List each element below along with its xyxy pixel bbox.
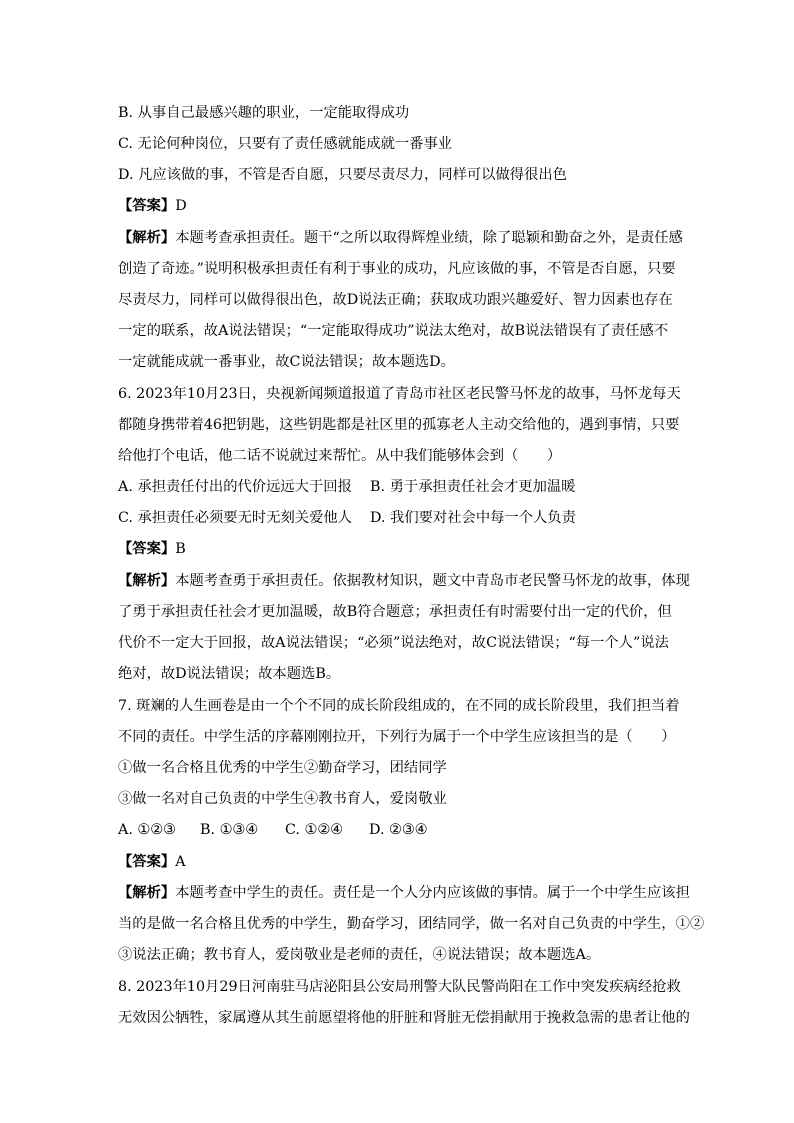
q7-stem: 不同的责任。中学生活的序幕刚刚拉开，下列行为属于一个中学生应该担当的是（ ） (118, 729, 676, 745)
answer-label: 【答案】 (118, 854, 176, 870)
q7-options-row (118, 820, 678, 840)
q7-statement: ③做一名对自己负责的中学生④教书育人，爱岗敬业 (118, 791, 447, 807)
q5-option-b: B. 从事自己最感兴趣的职业，一定能取得成功 (118, 105, 410, 121)
analysis-text: 代价不一定大于回报，故A说法错误；“必须”说法绝对，故C说法错误；“每一个人”说法 (118, 635, 669, 651)
answer-value: A (175, 854, 186, 870)
analysis-label: 【解析】 (118, 573, 176, 589)
analysis-text: 本题考查承担责任。题干“之所以取得辉煌业绩，除了聪颖和勤奋之外，是责任感 (175, 230, 683, 246)
analysis-text: 绝对，故D说法错误；故本题选B。 (118, 666, 341, 682)
q5-answer (118, 196, 678, 216)
analysis-text: 一定的联系，故A说法错误；“一定能取得成功”说法太绝对，故B说法错误有了责任感不 (118, 323, 669, 339)
analysis-text: 当的是做一名合格且优秀的中学生，勤奋学习，团结同学，做一名对自己负责的中学生，①② (118, 916, 705, 932)
analysis-text: 了勇于承担责任社会才更加温暖，故B符合题意；承担责任有时需要付出一定的代价，但 (118, 604, 672, 620)
answer-value: B (175, 541, 186, 557)
analysis-text: 本题考查中学生的责任。责任是一个人分内应该做的事情。属于一个中学生应该担 (175, 885, 690, 901)
analysis-text: 一定就能成就一番事业，故C说法错误；故本题选D。 (118, 354, 455, 370)
analysis-text: 尽责尽力，同样可以做得很出色，故D说法正确；获取成功跟兴趣爱好、智力因素也存在 (118, 292, 673, 308)
analysis-text: 本题考查勇于承担责任。依据教材知识，题文中青岛市老民警马怀龙的故事，体现 (175, 573, 690, 589)
q6-option-a: A. 承担责任付出的代价远远大于回报 (118, 479, 352, 495)
answer-value: D (175, 198, 187, 214)
q7-option-b: B. ①③④ (200, 822, 259, 838)
q8-stem: 8. 2023年10月29日河南驻马店泌阳县公安局刑警大队民警尚阳在工作中突发疾病经抢救 (118, 979, 681, 995)
q6-options-row-1 (118, 477, 678, 497)
q7-answer (118, 852, 678, 872)
q6-option-d: D. 我们要对社会中每一个人负责 (370, 510, 576, 526)
q7-option-a: A. ①②③ (118, 822, 176, 838)
analysis-label: 【解析】 (118, 230, 176, 246)
q7-analysis-line (118, 883, 690, 903)
analysis-label: 【解析】 (118, 885, 176, 901)
q6-option-c: C. 承担责任必须要无时无刻关爱他人 (118, 510, 352, 526)
q7-option-c: C. ①②④ (285, 822, 343, 838)
q6-option-b: B. 勇于承担责任社会才更加温暖 (370, 479, 576, 495)
q6-answer (118, 539, 678, 559)
q7-option-d: D. ②③④ (369, 822, 428, 838)
analysis-text: 创造了奇迹。”说明积极承担责任有利于事业的成功，凡应该做的事，不管是否自愿，只要 (118, 261, 676, 277)
analysis-text: ③说法正确；教书育人，爱岗敬业是老师的责任，④说法错误；故本题选A。 (118, 947, 601, 963)
q6-options-row-2 (118, 508, 678, 528)
q5-analysis-line (118, 228, 683, 248)
q6-analysis-line (118, 571, 690, 591)
q8-stem: 无效因公牺牲，家属遵从其生前愿望将他的肝脏和肾脏无偿捐献用于挽救急需的患者让他的 (118, 1010, 690, 1026)
q5-option-c: C. 无论何种岗位，只要有了责任感就能成就一番事业 (118, 136, 453, 152)
answer-label: 【答案】 (118, 198, 176, 214)
q6-stem: 6. 2023年10月23日，央视新闻频道报道了青岛市社区老民警马怀龙的故事，马怀龙每天 (118, 386, 681, 402)
q6-stem: 都随身携带着46把钥匙，这些钥匙都是社区里的孤寡老人主动交给他的，遇到事情，只要 (118, 417, 680, 433)
q7-stem: 7. 斑斓的人生画卷是由一个个不同的成长阶段组成的，在不同的成长阶段里，我们担当着 (118, 698, 680, 714)
q7-statement: ①做一名合格且优秀的中学生②勤奋学习，团结同学 (118, 760, 447, 776)
q6-stem: 给他打个电话，他二话不说就过来帮忙。从中我们能够体会到（ ） (118, 448, 562, 464)
q5-option-d: D. 凡应该做的事，不管是否自愿，只要尽责尽力，同样可以做得很出色 (118, 167, 567, 183)
answer-label: 【答案】 (118, 541, 176, 557)
